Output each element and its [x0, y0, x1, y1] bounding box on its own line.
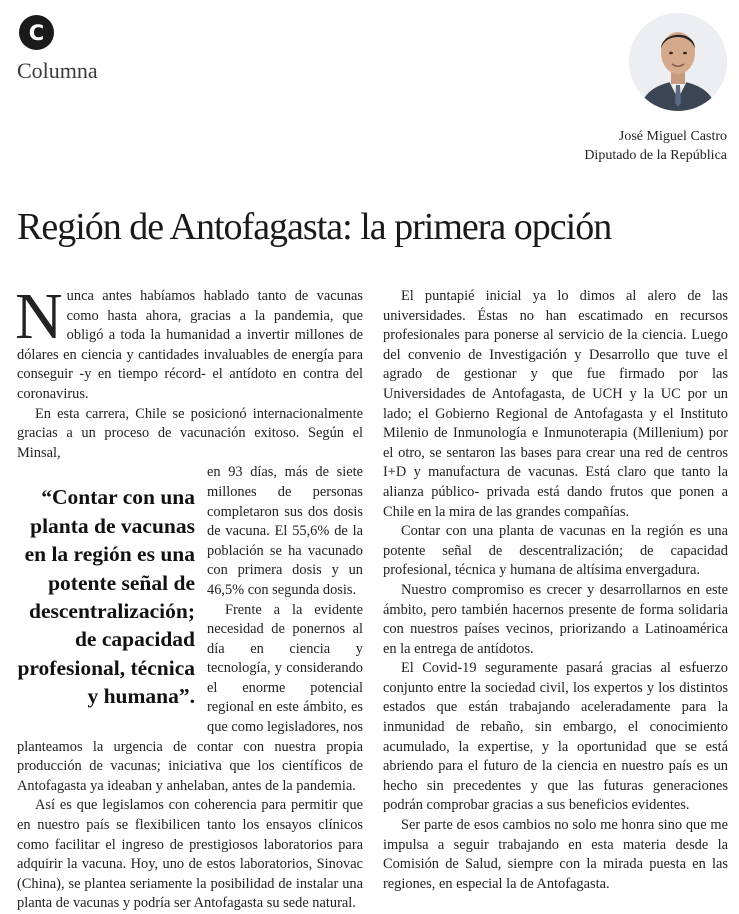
author-role: Diputado de la República [584, 148, 727, 163]
drop-cap: N [15, 280, 63, 353]
author-portrait-image [629, 13, 727, 111]
author-byline [584, 127, 727, 165]
paragraph: Frente a la evidente necesidad de ponernos al día en ciencia y tecnología, y considerando el enorme potencial regional en este ámbito, es que como legisladores, nos planteamos la urgencia de contar con nuestra propia producción de vacunas; iniciativa que los científicos de Antofagasta ya ideaban y anhelaban, antes de la pandemia. [17, 601, 363, 794]
article-column-right [383, 287, 728, 894]
paragraph-text: unca antes habíamos hablado tanto de vacunas como hasta ahora, gracias a la pandemia, que obligó a toda la humanidad a invertir millones de dólares en ciencia y cantidades invaluables de energía para conseguir -y en tiempo récord- el antídoto en contra del coronavirus. [17, 288, 363, 402]
paragraph [15, 280, 363, 405]
paragraph: Ser parte de esos cambios no solo me honra sino que me impulsa a seguir trabajando en esta materia desde la Comisión de Salud, siempre con la mirada puesta en las regiones, en especial la de Antofagasta. [383, 817, 728, 892]
paragraph: Contar con una planta de vacunas en la región es una potente señal de descentralización; de capacidad profesional, técnica y humana de altísima envergadura. [383, 523, 728, 579]
paragraph: El Covid-19 seguramente pasará gracias al esfuerzo conjunto entre la sociedad civil, los expertos y los distintos estados que están trabajando aceleradamente para la inmunidad de rebaño, sin embargo, el conocimiento acumulado, la expertise, y la oportunidad que se está abriendo para el futuro de la ciencia en nuestro país es un hecho sin precedentes y que las futuras generaciones podrán comprobar gracias a sus beneficios evidentes. [383, 660, 728, 814]
pull-quote: “Contar con una planta de vacunas en la región es una potente señal de descentralización; de capacidad profesional, técnica y humana”. [17, 485, 195, 709]
article-headline: Región de Antofagasta: la primera opción [17, 206, 612, 248]
section-label: Columna [17, 58, 98, 83]
pullquote-wrap [17, 463, 363, 796]
author-name: José Miguel Castro [618, 129, 727, 144]
article-column-left [15, 280, 363, 914]
author-photo [629, 13, 727, 111]
column-badge [19, 15, 54, 50]
column-badge-letter: C [28, 20, 45, 45]
paragraph: Nuestro compromiso es crecer y desarrollarnos en este ámbito, pero también hacernos presente de forma solidaria con nuestros países vecinos, priorizando a Latinoamérica en la entrega de antídotos. [383, 581, 728, 657]
paragraph: En esta carrera, Chile se posicionó internacionalmente gracias a un proceso de vacunación exitoso. Según el Minsal, [17, 405, 363, 461]
paragraph: Así es que legislamos con coherencia para permitir que en nuestro país se flexibilicen tanto los ensayos clínicos como facilitar el ingreso de prestigiosos laboratorios para adquirir la vacuna. Hoy, uno de estos laboratorios, Sinovac (China), se plantea seriamente la posibilidad de instalar una planta de vacunas y podría ser Antofagasta su sede natural. [17, 797, 363, 912]
paragraph: en 93 días, más de siete millones de personas completaron sus dos dosis de vacuna. El 55,6% de la población se ha vacunado con primera dosis y un 46,5% con segunda dosis. [207, 464, 363, 598]
paragraph: El puntapié inicial ya lo dimos al alero de las universidades. Éstas no han escatimado en recursos profesionales para ponerse al servicio de la ciencia. Luego del convenio de Investigación y Desarrollo que tuve el agrado de gestionar y que fue firmado por las Universidades de Antofagasta, de UCH y la UC por un lado; el Gobierno Regional de Antofagasta y el Instituto Milenio de Inmunología e Inmunoterapia (Millenium) por el otro, se sentaron las bases para crear una red de centros I+D y manufactura de vacunas. Está claro que tanto la alianza público- privada está dando frutos que ponen a Chile en la mira de las grandes compañías. [383, 288, 728, 520]
